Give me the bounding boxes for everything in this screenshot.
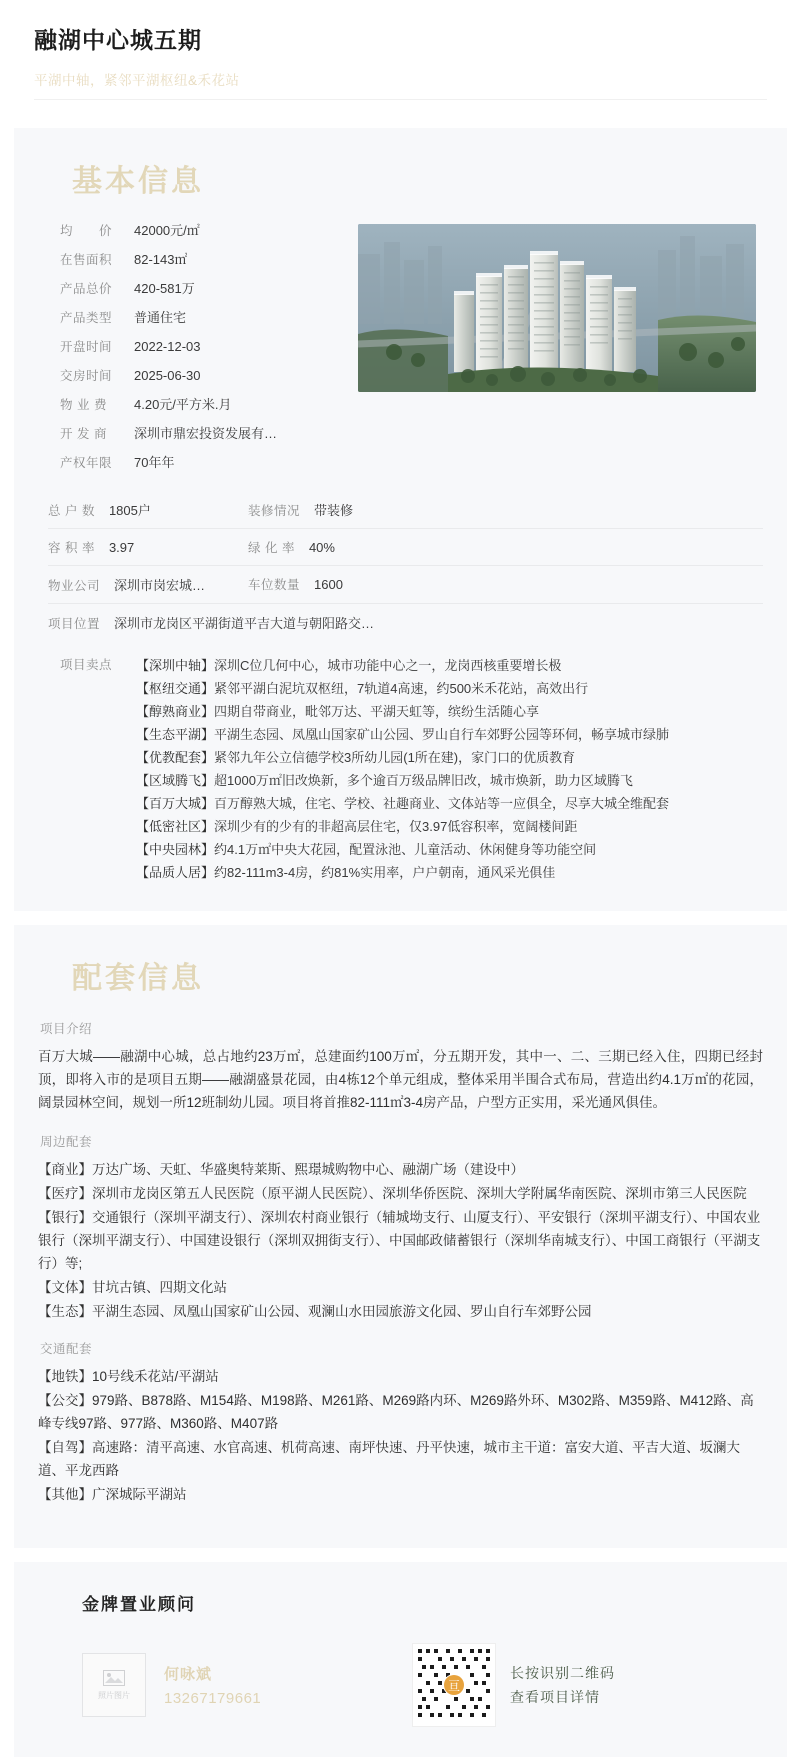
qr-caption-line2: 查看项目详情 (510, 1689, 600, 1705)
info-value: 普通住宅 (134, 310, 187, 325)
info-row (60, 280, 348, 298)
stat-value: 1805户 (108, 503, 151, 518)
image-placeholder-icon (103, 1670, 125, 1686)
selling-point-item (136, 655, 763, 676)
info-label: 均 价 (60, 224, 113, 238)
stat-value: 深圳市龙岗区平湖街道平吉大道与朝阳路交… (114, 616, 375, 631)
stat-label: 物业公司 (48, 579, 101, 593)
stat-value: 3.97 (108, 540, 135, 555)
agent-footer (14, 1562, 787, 1757)
avatar (82, 1653, 146, 1717)
basic-info-card (14, 128, 787, 911)
info-row (60, 425, 348, 443)
stat-value: 深圳市岗宏城… (114, 578, 206, 593)
selling-point-text: 深圳少有的少有的非超高层住宅，仅3.97低容积率，宽阔楼间距 (214, 819, 578, 834)
stat-cell (48, 613, 763, 632)
selling-point-tag: 【深圳中轴】 (136, 658, 215, 673)
info-label: 开 发 商 (60, 427, 107, 441)
info-value: 2025-06-30 (134, 368, 201, 383)
info-row (60, 222, 348, 240)
agent-info (164, 1663, 261, 1707)
svg-text:亘: 亘 (447, 1679, 461, 1693)
selling-point-item (136, 770, 763, 791)
selling-point-item (136, 839, 763, 860)
selling-point-tag: 【区域腾飞】 (136, 773, 215, 788)
stat-label: 车位数量 (248, 578, 301, 592)
avatar-caption: 照片图片 (98, 1690, 130, 1700)
qr-caption (510, 1661, 615, 1709)
stat-cell (48, 500, 248, 519)
stat-cell (248, 575, 763, 594)
selling-point-tag: 【醇熟商业】 (136, 704, 215, 719)
selling-points-list (134, 655, 763, 885)
stats-row (48, 529, 763, 566)
info-label: 产品总价 (60, 282, 113, 296)
traffic-line: 【自驾】高速路：清平高速、水官高速、机荷高速、南坪快速、丹平快速，城市主干道：富安大道、平吉大道、坂澜大道、平龙西路 (38, 1440, 740, 1478)
selling-point-item (136, 724, 763, 745)
stats-row (48, 604, 763, 641)
stat-value: 1600 (314, 577, 343, 592)
basic-info-top (38, 222, 763, 483)
selling-point-text: 四期自带商业，毗邻万达、平湖天虹等，缤纷生活随心享 (214, 704, 540, 719)
selling-point-text: 深圳C位几何中心，城市功能中心之一，龙岗西核重要增长极 (214, 658, 562, 673)
info-label: 开盘时间 (60, 340, 113, 354)
selling-point-tag: 【优教配套】 (136, 750, 215, 765)
agent-card (82, 1653, 412, 1717)
selling-point-text: 超1000万㎡旧改焕新，多个逾百万级品牌旧改，城市焕新，助力区域腾飞 (214, 773, 633, 788)
stat-cell (48, 575, 248, 594)
stat-value: 带装修 (314, 503, 354, 518)
header (0, 0, 801, 114)
stats-row (48, 491, 763, 529)
stat-cell (48, 538, 248, 556)
basic-info-fields (38, 222, 348, 483)
info-row (60, 251, 348, 269)
info-label: 交房时间 (60, 369, 113, 383)
stat-label: 容 积 率 (48, 541, 95, 555)
selling-point-item (136, 701, 763, 722)
basic-info-heading: 基本信息 (72, 165, 204, 198)
selling-point-tag: 【百万大城】 (136, 796, 215, 811)
info-label: 在售面积 (60, 253, 113, 267)
around-line: 【文体】甘坑古镇、四期文化站 (38, 1280, 227, 1295)
intro-label: 项目介绍 (40, 1022, 93, 1036)
supporting-info-card (14, 925, 787, 1548)
traffic-list (38, 1365, 763, 1506)
agent-footer-body (38, 1643, 763, 1727)
around-line: 【医疗】深圳市龙岗区第五人民医院（原平湖人民医院）、深圳华侨医院、深圳大学附属华南医院、深圳市第三人民医院 (38, 1186, 747, 1201)
selling-point-item (136, 678, 763, 699)
qr-caption-line1: 长按识别二维码 (510, 1665, 615, 1681)
traffic-line: 【其他】广深城际平湖站 (38, 1487, 187, 1502)
page-subtitle: 平湖中轴，紧邻平湖枢纽&禾花站 (34, 69, 767, 100)
selling-point-text: 约4.1万㎡中央大花园，配置泳池、儿童活动、休闲健身等功能空间 (214, 842, 597, 857)
info-value: 420-581万 (134, 281, 195, 296)
agent-name: 何咏斌 (164, 1666, 213, 1683)
info-value: 82-143㎡ (134, 252, 188, 267)
selling-point-text: 百万醇熟大城，住宅、学校、社趣商业、文体站等一应俱全，尽享大城全维配套 (214, 796, 670, 811)
info-label: 产品类型 (60, 311, 113, 325)
info-value: 4.20元/平方米.月 (134, 397, 232, 412)
selling-points (38, 655, 763, 885)
traffic-line: 【地铁】10号线禾花站/平湖站 (38, 1369, 219, 1384)
info-value: 42000元/㎡ (134, 223, 200, 238)
selling-point-item (136, 793, 763, 814)
stat-cell (248, 500, 763, 519)
selling-points-label: 项目卖点 (60, 658, 113, 672)
stat-label: 总 户 数 (48, 504, 95, 518)
around-line: 【生态】平湖生态园、凤凰山国家矿山公园、观澜山水田园旅游文化园、罗山自行车郊野公园 (38, 1304, 592, 1319)
selling-point-text: 紧邻九年公立信德学校3所幼儿园(1所在建)，家门口的优质教育 (214, 750, 576, 765)
page-title: 融湖中心城五期 (34, 27, 202, 53)
around-line: 【商业】万达广场、天虹、华盛奥特莱斯、熙璟城购物中心、融湖广场（建设中） (38, 1162, 524, 1177)
info-row (60, 454, 348, 472)
intro-text: 百万大城——融湖中心城，总占地约23万㎡，总建面约100万㎡，分五期开发，其中一、二、三期已经入住，四期已经封顶，即将入市的是项目五期——融湖盛景花园，由4栋12个单元组成，整体采用半围合式布局，营造出约4.1万㎡的花园，阔景园林空间，规划一所12班制幼儿园。项目将首推82-111㎡3-4房产品，户型方正实用，采光通风俱佳。 (38, 1049, 763, 1110)
selling-point-tag: 【生态平湖】 (136, 727, 215, 742)
info-row (60, 396, 348, 414)
stat-value: 40% (308, 540, 335, 555)
qr-block (412, 1643, 615, 1727)
selling-point-text: 紧邻平湖白泥坑双枢纽，7轨道4高速，约500米禾花站，高效出行 (214, 681, 589, 696)
project-rendering-image (358, 224, 756, 392)
info-value: 70年年 (134, 455, 175, 470)
selling-point-tag: 【枢纽交通】 (136, 681, 215, 696)
agent-phone[interactable]: 13267179661 (164, 1690, 262, 1707)
stat-label: 绿 化 率 (248, 541, 295, 555)
qr-code-image[interactable] (412, 1643, 496, 1727)
around-list (38, 1158, 763, 1323)
selling-point-text: 平湖生态园、凤凰山国家矿山公园、罗山自行车郊野公园等环伺，畅享城市绿肺 (214, 727, 670, 742)
stats-grid (38, 491, 763, 641)
info-label: 物 业 费 (60, 398, 107, 412)
info-row (60, 338, 348, 356)
stat-cell (248, 538, 763, 556)
agent-section-title: 金牌置业顾问 (82, 1595, 196, 1614)
selling-point-item (136, 862, 763, 883)
supporting-info-heading: 配套信息 (72, 962, 204, 995)
around-line: 【银行】交通银行（深圳平湖支行）、深圳农村商业银行（辅城坳支行、山厦支行）、平安银行（深圳平湖支行）、中国农业银行（深圳平湖支行）、中国建设银行（深圳双拥街支行）、中国邮政储蓄银行（深圳华南城支行）、中国工商银行（平湖支行）等; (38, 1210, 761, 1271)
stats-row (48, 566, 763, 604)
info-value: 深圳市鼎宏投资发展有… (134, 426, 278, 441)
project-image-wrap (348, 222, 763, 392)
selling-point-tag: 【品质人居】 (136, 865, 215, 880)
traffic-label: 交通配套 (40, 1342, 93, 1356)
around-label: 周边配套 (40, 1135, 93, 1149)
info-row (60, 367, 348, 385)
traffic-line: 【公交】979路、B878路、M154路、M198路、M261路、M269路内环、M269路外环、M302路、M359路、M412路、高峰专线97路、977路、M360路、M407路 (38, 1393, 754, 1431)
stat-label: 项目位置 (48, 617, 101, 631)
selling-point-text: 约82-111m3-4房，约81%实用率，户户朝南，通风采光俱佳 (214, 865, 556, 880)
stat-label: 装修情况 (248, 504, 301, 518)
selling-point-tag: 【中央园林】 (136, 842, 215, 857)
info-row (60, 309, 348, 327)
selling-point-item (136, 816, 763, 837)
selling-point-item (136, 747, 763, 768)
info-value: 2022-12-03 (134, 339, 201, 354)
info-label: 产权年限 (60, 456, 113, 470)
selling-point-tag: 【低密社区】 (136, 819, 215, 834)
